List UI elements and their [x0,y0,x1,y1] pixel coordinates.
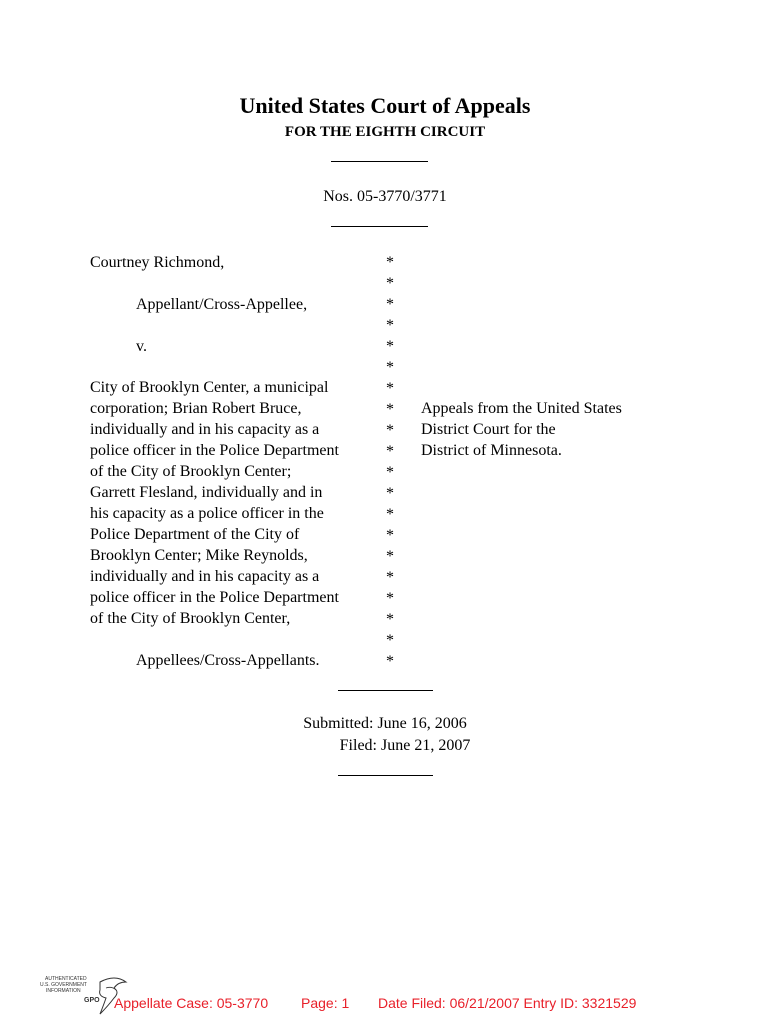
appellees-line: police officer in the Police Department [90,442,339,459]
versus-label: v. [136,338,147,355]
appellees-block [90,377,339,629]
footer-page: Page: 1 [301,995,350,1011]
case-numbers: Nos. 05-3770/3771 [323,188,447,205]
caption-star: * [386,338,394,355]
caption-star: * [386,464,394,481]
caption-star: * [386,296,394,313]
appellees-line: City of Brooklyn Center, a municipal [90,379,329,396]
appeal-origin-line: District of Minnesota. [421,442,562,459]
caption-star: * [386,401,394,418]
appellees-line: of the City of Brooklyn Center, [90,610,291,627]
appeal-origin [421,398,622,461]
footer-case: Appellate Case: 05-3770 [114,995,269,1011]
appellees-line: individually and in his capacity as a [90,421,320,438]
appellees-line: his capacity as a police officer in the [90,505,324,522]
caption-star: * [386,611,394,628]
seal-text: INFORMATION [46,988,81,994]
caption-star: * [386,359,394,376]
seal-text: U.S. GOVERNMENT [40,982,87,988]
appellees-role: Appellees/Cross-Appellants. [136,652,320,669]
caption-star: * [386,485,394,502]
filed-date: Filed: June 21, 2007 [339,737,471,754]
dates-block [0,713,770,757]
caption-star: * [386,380,394,397]
caption-star: * [386,590,394,607]
appellees-line: individually and in his capacity as a [90,568,320,585]
caption-star: * [386,653,394,670]
appellees-line: of the City of Brooklyn Center; [90,463,292,480]
divider-rule [331,161,428,162]
caption-star: * [386,275,394,292]
appellees-line: Garrett Flesland, individually and in [90,484,323,501]
caption-star: * [386,422,394,439]
appellees-line: Police Department of the City of [90,526,300,543]
divider-rule [338,690,433,691]
appellees-line: Brooklyn Center; Mike Reynolds, [90,547,308,564]
seal-mark: GPO [84,997,100,1004]
appellees-line: police officer in the Police Department [90,589,339,606]
caption-star: * [386,254,394,271]
caption-star: * [386,632,394,649]
appeal-origin-line: Appeals from the United States [421,400,622,417]
court-title: United States Court of Appeals [239,93,531,118]
circuit-name: FOR THE EIGHTH CIRCUIT [284,124,486,140]
caption-star: * [386,527,394,544]
caption-star: * [386,569,394,586]
appellees-line: corporation; Brian Robert Bruce, [90,400,302,417]
caption-star: * [386,506,394,523]
caption-star: * [386,317,394,334]
appellant-role: Appellant/Cross-Appellee, [136,296,308,313]
caption-star-column [386,252,394,672]
caption-star: * [386,443,394,460]
divider-rule [338,775,433,776]
divider-rule [331,226,428,227]
submitted-date: Submitted: June 16, 2006 [303,715,467,732]
caption-star: * [386,548,394,565]
footer-date-entry: Date Filed: 06/21/2007 Entry ID: 3321529 [378,995,637,1011]
appellant-name: Courtney Richmond, [90,254,225,271]
seal-text: AUTHENTICATED [45,976,87,982]
appeal-origin-line: District Court for the [421,421,556,438]
